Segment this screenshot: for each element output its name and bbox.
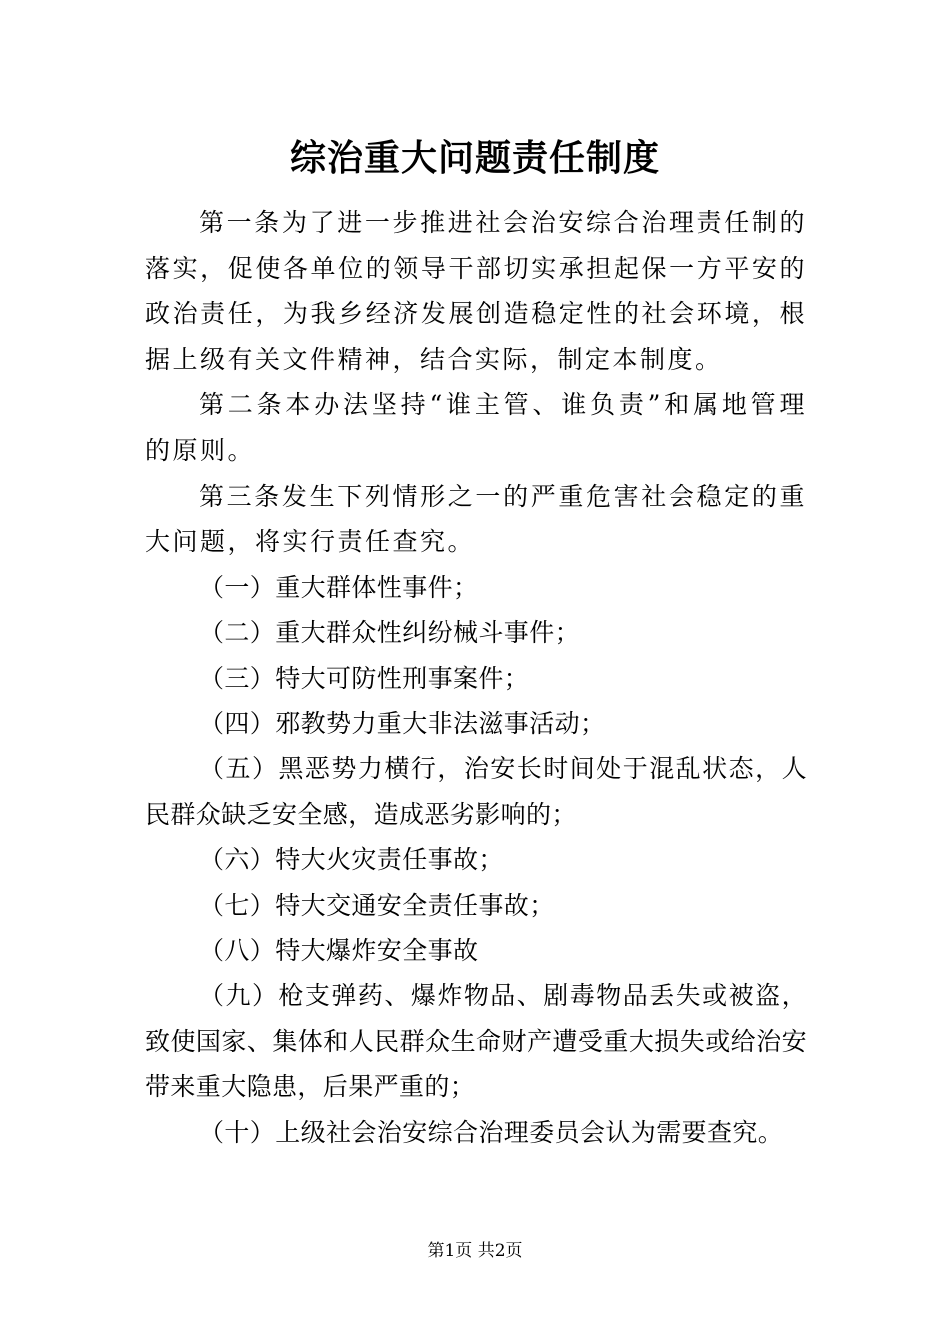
list-item: （三）特大可防性刑事案件； bbox=[199, 663, 530, 693]
list-item: （二）重大群众性纠纷械斗事件； bbox=[199, 618, 581, 648]
page-number-footer: 第1页 共2页 bbox=[427, 1241, 523, 1261]
list-item: （七）特大交通安全责任事故； bbox=[199, 890, 555, 920]
article-3-paragraph: 第三条发生下列情形之一的严重危害社会稳定的重大问题，将实行责任查究。 bbox=[145, 481, 807, 557]
list-item: （九）枪支弹药、爆炸物品、剧毒物品丢失或被盗，致使国家、集体和人民群众生命财产遭受重大损失或给治安带来重大隐患，后果严重的； bbox=[145, 981, 807, 1102]
list-item: （十）上级社会治安综合治理委员会认为需要查究。 bbox=[199, 1117, 784, 1147]
document-body bbox=[145, 200, 807, 1155]
article-1-paragraph: 第一条为了进一步推进社会治安综合治理责任制的落实，促使各单位的领导干部切实承担起保一方平安的政治责任，为我乡经济发展创造稳定性的社会环境，根据上级有关文件精神，结合实际，制定本制度。 bbox=[145, 208, 807, 374]
list-item: （四）邪教势力重大非法滋事活动； bbox=[199, 708, 606, 738]
list-item: （一）重大群体性事件； bbox=[199, 572, 479, 602]
list-item: （五）黑恶势力横行，治安长时间处于混乱状态，人民群众缺乏安全感，造成恶劣影响的； bbox=[145, 754, 807, 829]
list-item: （六）特大火灾责任事故； bbox=[199, 845, 504, 875]
list-item: （八）特大爆炸安全事故 bbox=[199, 936, 479, 965]
document-title: 综治重大问题责任制度 bbox=[289, 137, 660, 179]
article-2-paragraph: 第二条本办法坚持“谁主管、谁负责”和属地管理的原则。 bbox=[145, 390, 807, 465]
